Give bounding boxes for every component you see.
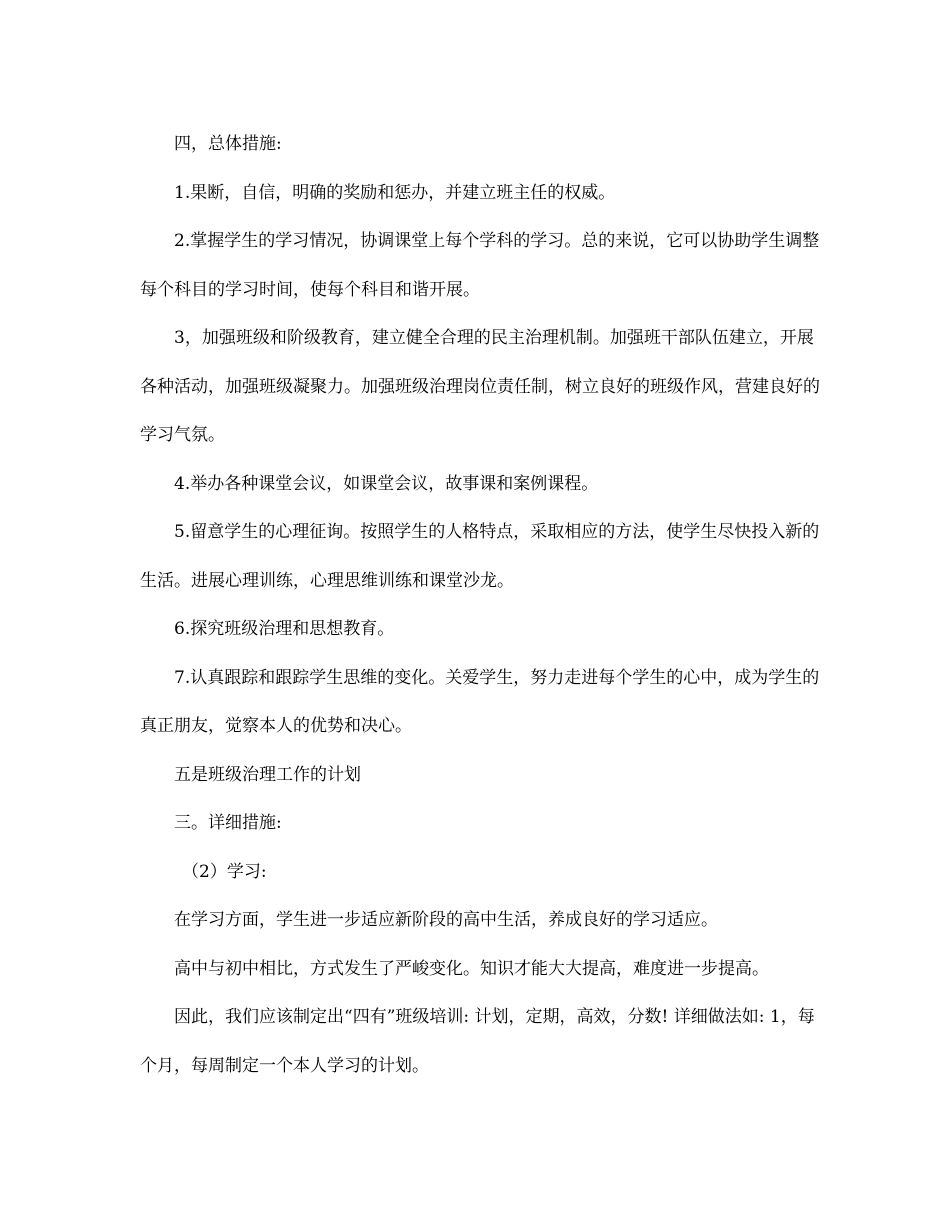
section-heading-detailed-measures: 三。详细措施: <box>174 813 282 833</box>
paragraph-item-6: 6.探究班级治理和思想教育。 <box>174 619 395 639</box>
paragraph-study-plan: 因此，我们应该制定出“四有”班级培训: 计划，定期，高效，分数! 详细做法如: 1，每个月，每周制定一个本人学习的计划。 <box>140 1007 815 1076</box>
document-body <box>140 120 830 1090</box>
section-heading-class-plan: 五是班级治理工作的计划 <box>174 764 361 785</box>
paragraph-item-4: 4.举办各种课堂会议，如课堂会议，故事课和案例课程。 <box>174 473 599 494</box>
paragraph-item-5: 5.留意学生的心理征询。按照学生的人格特点，采取相应的方法，使学生尽快投入新的生活。进展心理训练，心理思维训练和课堂沙龙。 <box>140 522 820 591</box>
paragraph-item-2: 2.掌握学生的学习情况，协调课堂上每个学科的学习。总的来说，它可以协助学生调整每个科目的学习时间，使每个科目和谐开展。 <box>140 231 820 300</box>
paragraph-item-7: 7.认真跟踪和跟踪学生思维的变化。关爱学生，努力走进每个学生的心中，成为学生的真正朋友，觉察本人的优势和决心。 <box>140 667 820 736</box>
paragraph-study-adapt: 在学习方面，学生进一步适应新阶段的高中生活，养成良好的学习适应。 <box>174 910 718 930</box>
section-heading-overall-measures: 四，总体措施: <box>174 134 282 154</box>
subsection-heading-study: （2）学习: <box>182 861 267 882</box>
paragraph-item-3: 3，加强班级和阶级教育，建立健全合理的民主治理机制。加强班干部队伍建立，开展各种活动，加强班级凝聚力。加强班级治理岗位责任制，树立良好的班级作风，营建良好的学习气氛。 <box>140 328 820 445</box>
paragraph-study-compare: 高中与初中相比，方式发生了严峻变化。知识才能大大提高，难度进一步提高。 <box>174 958 769 979</box>
paragraph-item-1: 1.果断，自信，明确的奖励和惩办，并建立班主任的权威。 <box>174 182 616 203</box>
